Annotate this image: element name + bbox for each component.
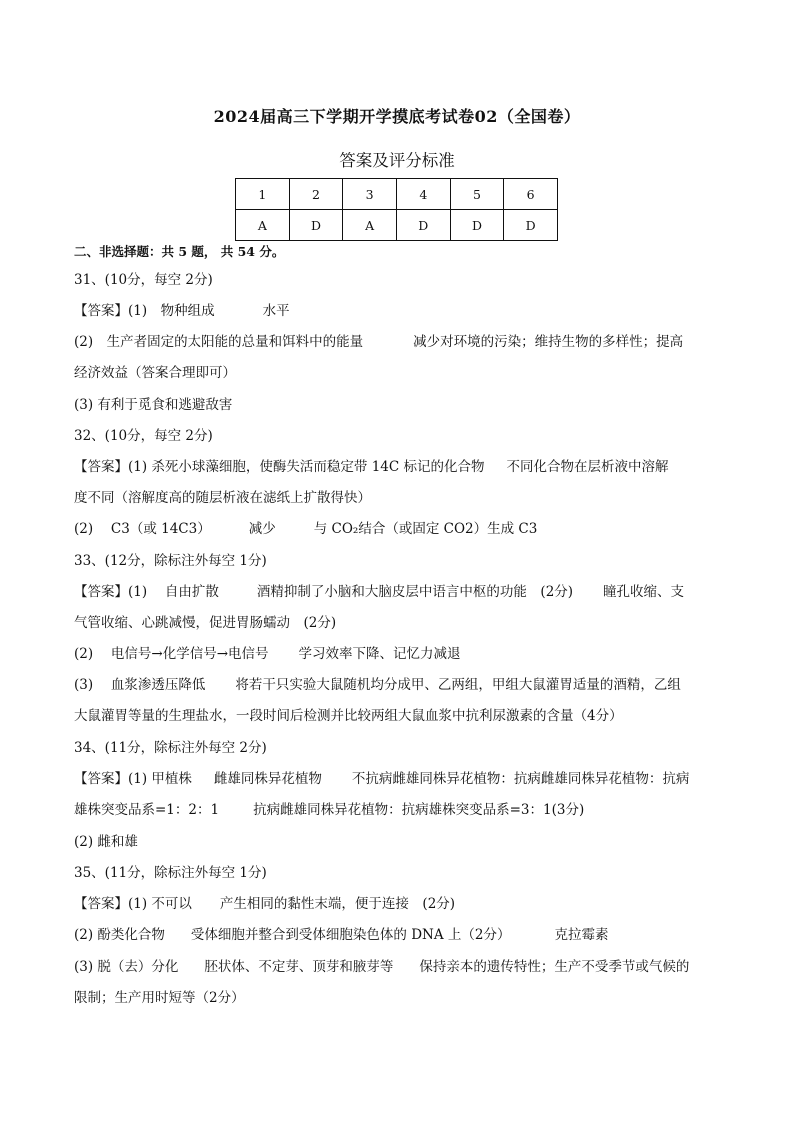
q34-blank-5: 抗病雌雄同株异花植物：抗病雄株突变品系=3：1(3分) xyxy=(253,802,585,818)
q31-answer-line-4: (3) 有利于觅食和逃避敌害 xyxy=(74,397,233,413)
question-number-cell: 3 xyxy=(343,179,397,210)
answer-cell: A xyxy=(343,210,397,241)
q33-blank-2: 酒精抑制了小脑和大脑皮层中语言中枢的功能 (2分) xyxy=(256,584,574,600)
answer-cell: D xyxy=(396,210,450,241)
q31-answer-line-2 xyxy=(74,333,724,351)
answer-row xyxy=(236,210,558,241)
answer-cell: A xyxy=(236,210,290,241)
q33-answer-line-3 xyxy=(74,645,724,663)
answer-subtitle: 答案及评分标准 xyxy=(339,151,455,170)
q34-blank-2: 雌雄同株异花植物 xyxy=(213,771,322,787)
q35-blank-7: 胚状体、不定芽、顶芽和腋芽等 xyxy=(204,959,394,975)
q35-answer-line-4: 限制；生产用时短等（2分） xyxy=(74,990,245,1006)
section-2-header: 二、非选择题：共 5 题， 共 54 分。 xyxy=(74,244,285,259)
question-number-cell: 4 xyxy=(396,179,450,210)
q32-answer-line-2: 度不同（溶解度高的随层析液在滤纸上扩散得快） xyxy=(74,490,371,506)
q32-blank-5: 与 CO₂结合（或固定 CO2）生成 C3 xyxy=(313,521,538,537)
question-number-cell: 1 xyxy=(236,179,290,210)
question-number-cell: 5 xyxy=(450,179,504,210)
answer-cell: D xyxy=(450,210,504,241)
q34-answer-line-2 xyxy=(74,801,724,819)
q35-header: 35、(11分，除标注外每空 1分) xyxy=(74,865,267,881)
q33-blank-6: (3) 血浆渗透压降低 xyxy=(74,677,206,693)
q34-blank-3: 不抗病雌雄同株异花植物：抗病雌雄同株异花植物：抗病 xyxy=(351,771,690,787)
q32-answer-line-3 xyxy=(74,520,724,538)
answer-cell: D xyxy=(504,210,558,241)
q33-blank-1: 【答案】(1) 自由扩散 xyxy=(74,584,219,600)
q33-answer-line-2: 气管收缩、心跳减慢，促进胃肠蠕动 (2分) xyxy=(74,615,337,631)
q32-header: 32、(10分，每空 2分) xyxy=(74,428,213,444)
q35-answer-line-3 xyxy=(74,958,724,976)
q32-answer-line-1 xyxy=(74,458,724,476)
q33-blank-3: 瞳孔收缩、支 xyxy=(603,584,685,600)
q32-blank-1: 【答案】(1) 杀死小球藻细胞，使酶失活而稳定带 14C 标记的化合物 xyxy=(74,459,485,475)
q33-answer-line-5: 大鼠灌胃等量的生理盐水，一段时间后检测并比较两组大鼠血浆中抗利尿激素的含量（4分） xyxy=(74,708,623,724)
q35-blank-2: 产生相同的黏性末端，便于连接 (2分) xyxy=(219,896,456,912)
question-number-cell: 2 xyxy=(289,179,343,210)
question-number-row xyxy=(236,179,558,210)
q35-blank-8: 保持亲本的遗传特性；生产不受季节或气候的 xyxy=(419,959,690,975)
q33-blank-5: 学习效率下降、记忆力减退 xyxy=(298,646,461,662)
q33-header: 33、(12分，除标注外每空 1分) xyxy=(74,553,267,569)
q33-answer-line-1 xyxy=(74,583,724,601)
q31-header: 31、(10分，每空 2分) xyxy=(74,272,213,288)
question-number-cell: 6 xyxy=(504,179,558,210)
q33-blank-7: 将若干只实验大鼠随机均分成甲、乙两组，甲组大鼠灌胃适量的酒精，乙组 xyxy=(235,677,681,693)
q35-answer-line-2 xyxy=(74,926,724,944)
q31-blank-2: 水平 xyxy=(262,303,290,319)
q35-blank-6: (3) 脱（去）分化 xyxy=(74,959,179,975)
q34-blank-1: 【答案】(1) 甲植株 xyxy=(74,771,192,787)
q35-answer-line-1 xyxy=(74,895,724,913)
q31-blank-4: 减少对环境的污染；维持生物的多样性；提高 xyxy=(413,334,684,350)
answer-cell: D xyxy=(289,210,343,241)
q32-blank-3: (2) C3（或 14C3） xyxy=(74,521,211,537)
q31-blank-3: (2) 生产者固定的太阳能的总量和饵料中的能量 xyxy=(74,334,364,350)
q35-blank-1: 【答案】(1) 不可以 xyxy=(74,896,192,912)
q35-blank-3: (2) 酚类化合物 xyxy=(74,927,165,943)
exam-title: 2024届高三下学期开学摸底考试卷02（全国卷） xyxy=(213,107,581,126)
multiple-choice-answer-table xyxy=(235,178,558,241)
q35-blank-5: 克拉霉素 xyxy=(554,927,609,943)
q35-blank-4: 受体细胞并整合到受体细胞染色体的 DNA 上（2分） xyxy=(190,927,511,943)
q32-blank-2: 不同化合物在层析液中溶解 xyxy=(506,459,669,475)
q34-answer-line-3: (2) 雌和雄 xyxy=(74,834,138,850)
q31-answer-line-1 xyxy=(74,302,724,320)
q34-header: 34、(11分，除标注外每空 2分) xyxy=(74,740,267,756)
q31-answer-line-3: 经济效益（答案合理即可） xyxy=(74,365,236,381)
q32-blank-4: 减少 xyxy=(248,521,276,537)
q34-answer-line-1 xyxy=(74,770,724,788)
q33-answer-line-4 xyxy=(74,676,724,694)
q31-blank-1: 【答案】(1) 物种组成 xyxy=(74,303,215,319)
q33-blank-4: (2) 电信号→化学信号→电信号 xyxy=(74,646,269,662)
q34-blank-4: 雄株突变品系=1：2：1 xyxy=(74,802,220,818)
